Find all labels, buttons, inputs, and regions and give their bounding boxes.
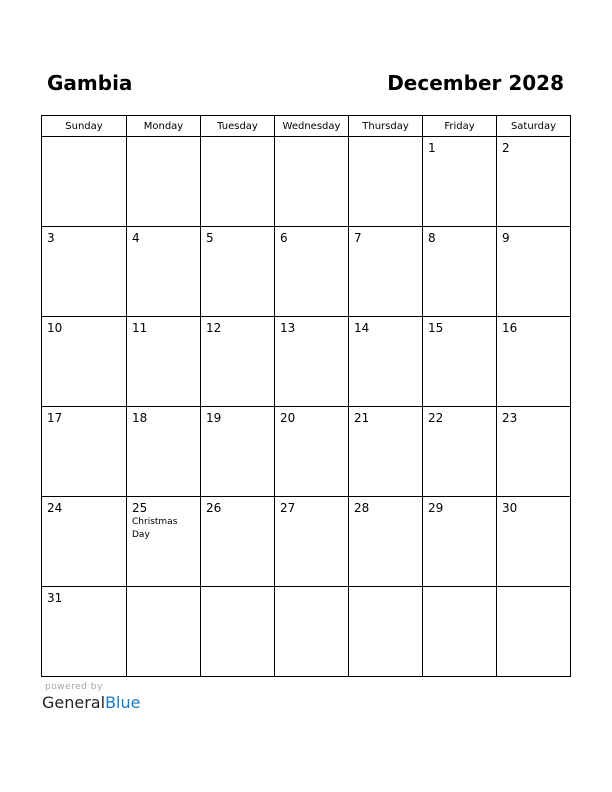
day-number: 20 — [280, 411, 296, 425]
day-number: 11 — [132, 321, 148, 335]
day-cell — [423, 317, 497, 407]
day-cell — [275, 587, 349, 677]
day-cell — [275, 497, 349, 587]
day-cell — [201, 497, 275, 587]
day-number: 8 — [428, 231, 436, 245]
day-number — [275, 587, 348, 591]
day-cell — [275, 407, 349, 497]
day-cell — [42, 227, 127, 317]
day-number: 5 — [206, 231, 214, 245]
day-number: 15 — [428, 321, 444, 335]
day-cell — [275, 137, 349, 227]
day-cell — [127, 587, 201, 677]
day-cell — [127, 317, 201, 407]
weekday-header: Tuesday — [201, 116, 275, 137]
day-number: 27 — [280, 501, 296, 515]
day-number — [275, 137, 348, 141]
day-cell — [349, 137, 423, 227]
weekday-header: Sunday — [42, 116, 127, 137]
day-number — [127, 137, 200, 141]
day-number: 1 — [428, 141, 436, 155]
day-cell — [349, 497, 423, 587]
week-row — [42, 137, 571, 227]
day-cell — [497, 137, 571, 227]
day-cell — [201, 137, 275, 227]
day-number: 13 — [280, 321, 296, 335]
holiday-label: Christmas Day — [132, 517, 178, 540]
day-number: 25 — [132, 501, 148, 515]
brand-logo[interactable] — [42, 693, 140, 713]
weekday-header: Monday — [127, 116, 201, 137]
day-number: 14 — [354, 321, 370, 335]
day-cell — [275, 227, 349, 317]
weekday-header: Friday — [423, 116, 497, 137]
day-cell — [497, 317, 571, 407]
day-number: 18 — [132, 411, 148, 425]
day-number: 31 — [47, 591, 63, 605]
week-row — [42, 407, 571, 497]
brand-blue: Blue — [105, 693, 141, 712]
day-number — [127, 587, 200, 591]
day-cell — [423, 227, 497, 317]
day-cell — [201, 407, 275, 497]
day-cell — [42, 587, 127, 677]
day-number: 28 — [354, 501, 370, 515]
week-row — [42, 227, 571, 317]
day-cell — [423, 587, 497, 677]
day-number: 10 — [47, 321, 63, 335]
day-cell — [42, 497, 127, 587]
day-number: 16 — [502, 321, 518, 335]
day-number — [349, 137, 422, 141]
day-cell — [127, 407, 201, 497]
day-cell — [349, 407, 423, 497]
day-cell — [42, 407, 127, 497]
day-cell — [423, 407, 497, 497]
day-number: 7 — [354, 231, 362, 245]
day-cell — [201, 317, 275, 407]
weekday-header: Thursday — [349, 116, 423, 137]
day-cell — [349, 587, 423, 677]
week-row — [42, 587, 571, 677]
day-cell — [497, 227, 571, 317]
day-number: 30 — [502, 501, 518, 515]
day-cell — [42, 317, 127, 407]
weekday-header: Saturday — [497, 116, 571, 137]
day-number: 6 — [280, 231, 288, 245]
powered-by-label: powered by — [45, 682, 103, 692]
day-number — [201, 587, 274, 591]
day-cell — [349, 227, 423, 317]
day-number: 17 — [47, 411, 63, 425]
country-title: Gambia — [47, 71, 133, 95]
day-number: 4 — [132, 231, 140, 245]
day-number: 3 — [47, 231, 55, 245]
day-number: 29 — [428, 501, 444, 515]
day-cell — [127, 137, 201, 227]
day-cell — [497, 587, 571, 677]
day-cell — [201, 227, 275, 317]
day-cell — [42, 137, 127, 227]
day-number: 22 — [428, 411, 444, 425]
calendar-grid — [41, 115, 571, 677]
day-number — [423, 587, 496, 591]
day-cell — [127, 227, 201, 317]
day-cell — [497, 497, 571, 587]
weekday-header: Wednesday — [275, 116, 349, 137]
day-number — [349, 587, 422, 591]
day-cell — [127, 497, 201, 587]
day-number: 23 — [502, 411, 518, 425]
month-year-title: December 2028 — [387, 71, 564, 95]
week-row — [42, 497, 571, 587]
day-number: 12 — [206, 321, 222, 335]
day-number: 19 — [206, 411, 222, 425]
day-number: 9 — [502, 231, 510, 245]
day-number: 26 — [206, 501, 222, 515]
day-number: 24 — [47, 501, 63, 515]
day-cell — [423, 497, 497, 587]
day-cell — [201, 587, 275, 677]
day-cell — [275, 317, 349, 407]
day-cell — [423, 137, 497, 227]
day-number — [42, 137, 126, 141]
day-number — [201, 137, 274, 141]
day-number: 21 — [354, 411, 370, 425]
weekday-header-row — [42, 116, 571, 137]
day-number — [497, 587, 570, 591]
week-row — [42, 317, 571, 407]
day-cell — [497, 407, 571, 497]
day-number: 2 — [502, 141, 510, 155]
brand-general: General — [42, 693, 106, 712]
day-cell — [349, 317, 423, 407]
